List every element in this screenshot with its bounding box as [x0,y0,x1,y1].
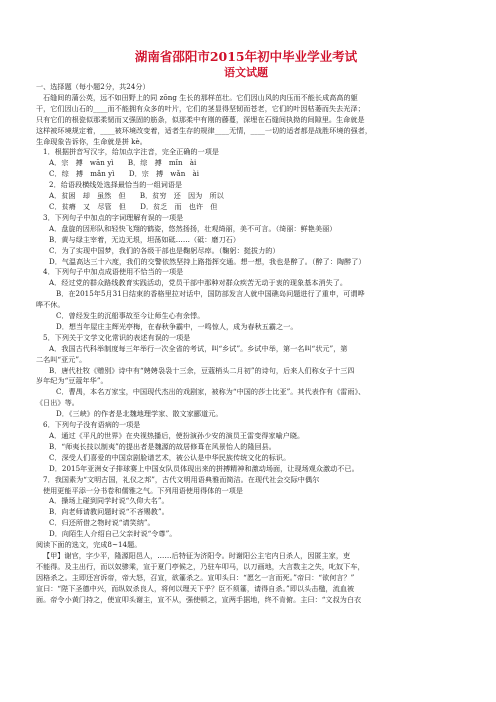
question-option: A．我国古代科举制度每三年举行一次全省的考试，叫“乡试”。乡试中举，第一名叫“状元”，第 [49,343,348,353]
question-stem: 2．给语段横线处选择最恰当的一组词语是 [49,180,183,190]
question-stem: 5．下列关于文学文化常识的表述有误的一项是 [43,332,191,342]
exam-subtitle: 语文试题 [224,66,268,79]
passage-line: 只有它们的根瓷似那柔韧而又强固的筋条，似那柔中有刚的藤蔓，深埋在石缝间执拗的间隙里。生命就是 [36,114,365,124]
question-option: C．归还所借之物时说“请笑纳”。 [49,518,155,528]
question-option: C．综 搏 mǎn yì D．宗 搏 wǎn ài [49,169,200,179]
passage-line: 不能得。及主出行，而以奴骖乘，宣于夏门亭候之，乃驻车叩马，以刀画地，大言数主之失，叱奴下车， [36,561,365,571]
question-option: A．经过党的群众路线教育实践活动，党员干部中那种对群众疾苦无动于衷的现象基本消失了。 [49,278,348,288]
question-option: A．通过《平凡的世界》在央视热播后，使扮演孙少安的演员王雷变得家喻户晓。 [49,431,305,440]
exam-title: 湖南省邵阳市2015年初中毕业学业考试 [134,49,358,64]
question-stem: 7．我国素为“文明古国，礼仪之邦”，古代文明用语典雅而简洁。在现代社会交际中偶尔 [43,474,320,484]
passage-line: 宣曰：“陛下圣德中兴，而纵奴杀良人，将何以理天下乎？臣不须箠，请得自杀。”即以头击楹，流血被 [36,583,355,593]
reading-instruction: 阅读下面的选文，完成8~14题。 [36,540,142,550]
passage-line: 干，它们因山石的____而不能拥有众多的叶片，它们的茎显得坚韧而苍老，它们的叶因枯萎而失去光泽； [36,103,365,113]
question-option: C．贫瘠 又 尽管 但 D．贫乏 而 也许 但 [49,201,218,211]
question-stem: 6．下列句子没有语病的一项是 [43,420,141,430]
question-option: B．向老师请教问题时说“不吝赐教”。 [49,507,169,517]
question-option: B．“师夷长技以制夷”的提出者是魏源的故居修葺在风景怡人的隆回县。 [49,441,276,451]
question-option: B．唐代杜牧《赠别》诗中有“娉娉袅袅十三余，豆蔻梢头二月初”的诗句，后来人们称女子十三四 [49,365,355,375]
question-option-continued: 岁年纪为“豆蔻年华”。 [36,376,108,386]
question-option: D．想当年屋庄主辉光亭梅，在春秋争霸中，一鸣惊人，成为春秋五霸之一。 [56,321,298,331]
question-option: C．深受人们喜爱的中国京剧脸谱艺术，被公认是中华民族传统文化的标识。 [49,452,291,462]
passage-line: 【甲】谢官，字少平，隆源阳邑人，……后特征为济阳令。时谢阳公主宅内日杀人，因匿主家，吏 [43,550,351,560]
question-option: C．曹禺，本名万家宝，中国现代杰出的戏剧家，被称为“中国的莎士比亚”。其代表作有《雷雨》、 [56,387,366,397]
question-option: A．贫困 却 虽然 但 B．贫穷 还 因为 所以 [49,191,224,201]
question-option: D．向陌生人介绍自己父亲时说“令尊”。 [49,529,177,539]
question-stem: 1．根据拼音写汉字，给加点字注音，完全正确的一项是 [43,147,220,157]
question-option: B．黄与绿主宰着，无边无垠，坦荡如砥……（砥：磨刀石） [49,234,240,244]
question-stem: 4．下列句子中加点成语使用不恰当的一项是 [43,267,184,277]
question-option: B．在2015年5月31日结束的香格里拉对话中，国防部发言人就中国礁岛问题进行了重申，可谓哗 [56,289,365,299]
question-option-continued: 《日出》等。 [36,398,79,408]
exam-body [36,82,456,606]
question-option: D．2015年亚洲女子排球赛上中国女队员体现出来的拼搏精神和激动场面，让现场观众激动不已。 [49,463,359,473]
passage-line: 这样被环境规定着，____被环境改变着，适者生存的规律____无情，____一切的适者都是战胜环境的强者， [36,125,373,135]
passage-line: 因格杀之。主即还宫诉帝，帝大怒，召宣，欲箠杀之。宣叩头曰：“愿乞一言而死。”帝曰：“欲何言？” [36,572,355,582]
question-stem: 3．下列句子中加点的字词理解有误的一项是 [43,212,184,222]
question-stem-continued: 使用更能平添一分书卷和儒雅之气。下列用语使用得体的一项是 [43,485,244,495]
question-option: C．曾经发生的沉船事故至今让师生心有余悸。 [56,311,205,321]
question-option: D．《三峡》的作者是北魏地理学家、散文家郦道元。 [56,409,223,419]
question-option: C．为了实现中国梦，我们的各级干部也是鞠躬尽瘁。（鞠躬：挺拔力的） [49,245,280,255]
question-option: A．宗 搏 wān yì B．综 搏 mǐn ài [49,158,197,168]
question-option-continued: 二名叫“亚元”。 [36,354,87,364]
passage-line: 生命现象告诉你，生命就是拼 kè。 [36,136,147,146]
question-option: D．气温高达三十六度，我们的交警依然坚持上路指挥交通。想一想，我也是醉了。（醉了：陶醉了） [49,256,366,266]
question-option: A．操场上碰到同学时说“久仰大名”。 [49,496,169,506]
question-option-continued: 哗不休。 [36,300,65,310]
passage-line: 面。帝令小黄门持之，使宣叩头谢主，宣不从，强使顿之，宣两手据地，终不肯俯。主曰：“文叔为白衣 [36,594,362,604]
question-option: A．盘旋的因形队和轻快飞翔的鹤姿，悠然扬扬，壮观绮丽，美不可言。（绮丽：鲜艳美丽） [49,223,337,233]
section-heading: 一、选择题（每小题2分，共24分） [36,82,150,91]
passage-line: 石缝间的蒲公英，远不如田野上的同 zōng 生长的那样茁壮。它们因山风的肉压而不能长成高高的躯 [43,92,358,102]
